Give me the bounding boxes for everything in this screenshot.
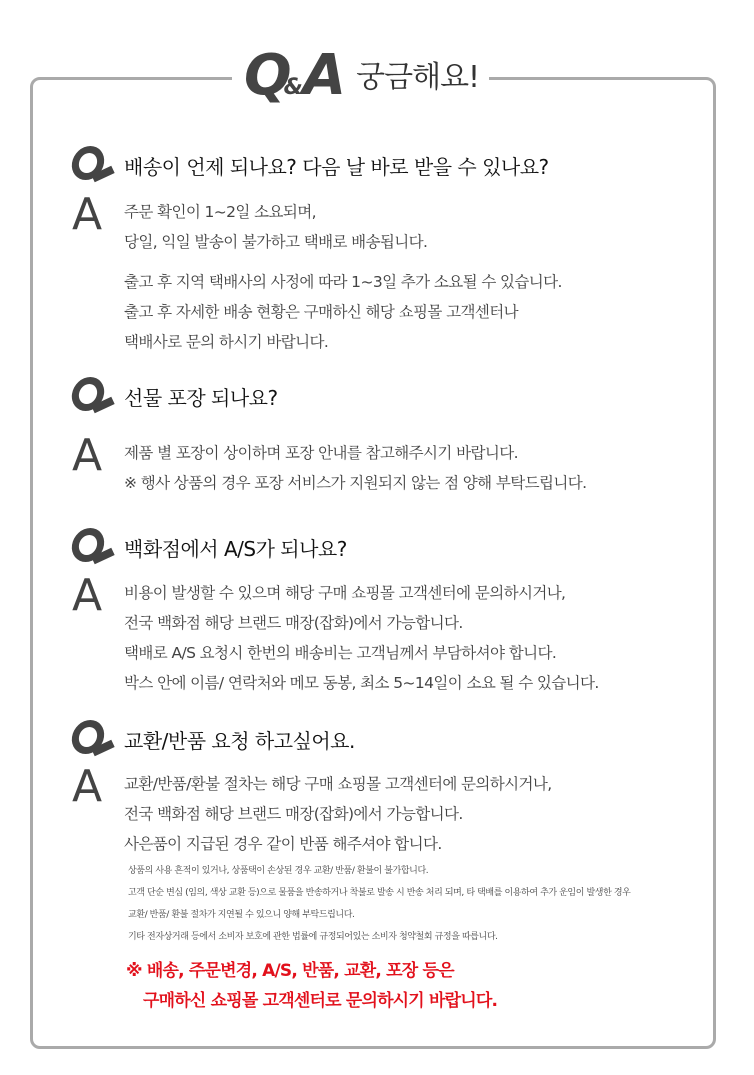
fine-print <box>128 860 631 942</box>
answer-line: 제품 별 포장이 상이하며 포장 안내를 참고해주시기 바랍니다. <box>124 444 518 462</box>
question-2 <box>70 377 278 415</box>
a-badge: A <box>72 570 103 621</box>
answer-line: 주문 확인이 1~2일 소요되며, <box>124 203 316 221</box>
answer-line: 당일, 익일 발송이 불가하고 택배로 배송됩니다. <box>124 233 428 251</box>
a-badge: A <box>72 430 103 481</box>
a-badge: A <box>72 761 103 812</box>
question-1 <box>70 146 549 184</box>
fine-print-line: 고객 단순 변심 (임의, 색상 교환 등)으로 물품을 반송하거나 착불로 발송 시 반송 처리 되며, 타 택배를 이용하여 추가 운임이 발생한 경우 <box>128 888 631 898</box>
question-text: 선물 포장 되나요? <box>124 385 278 410</box>
answer-2 <box>72 430 587 498</box>
answer-line: 교환/반품/환불 절차는 해당 구매 쇼핑몰 고객센터에 문의하시거나, <box>124 775 552 793</box>
question-text: 교환/반품 요청 하고싶어요. <box>124 728 355 753</box>
question-text: 배송이 언제 되나요? 다음 날 바로 받을 수 있나요? <box>124 154 549 179</box>
answer-line: 출고 후 지역 택배사의 사정에 따라 1~3일 추가 소요될 수 있습니다. <box>124 273 562 291</box>
notice-line-1: ※ 배송, 주문변경, A/S, 반품, 교환, 포장 등은 <box>126 961 454 981</box>
question-text: 백화점에서 A/S가 되나요? <box>124 536 347 561</box>
answer-line: 사은품이 지급된 경우 같이 반품 해주셔야 합니다. <box>124 835 442 853</box>
question-4 <box>70 720 355 758</box>
answer-line: 전국 백화점 해당 브랜드 매장(잡화)에서 가능합니다. <box>124 614 463 632</box>
qa-header <box>232 43 489 108</box>
answer-line: 출고 후 자세한 배송 현황은 구매하신 해당 쇼핑몰 고객센터나 <box>124 303 518 321</box>
fine-print-line: 기타 전자상거래 등에서 소비자 보호에 관한 법률에 규정되어있는 소비자 청약철회 규정을 따릅니다. <box>128 932 498 942</box>
qa-logo: Q & A <box>244 43 343 108</box>
answer-line: 비용이 발생할 수 있으며 해당 구매 쇼핑몰 고객센터에 문의하시거나, <box>124 584 566 602</box>
fine-print-line: 교환/ 반품/ 환불 절차가 지연될 수 있으니 양해 부탁드립니다. <box>128 910 355 920</box>
page-title: 궁금해요! <box>356 60 480 95</box>
answer-line: 박스 안에 이름/ 연락처와 메모 동봉, 최소 5~14일이 소요 될 수 있습니다. <box>124 674 599 692</box>
fine-print-line: 상품의 사용 흔적이 있거나, 상품택이 손상된 경우 교환/ 반품/ 환불이 불가합니다. <box>128 866 429 876</box>
answer-line: 택배사로 문의 하시기 바랍니다. <box>124 333 329 351</box>
q-badge-icon <box>70 528 114 566</box>
answer-1 <box>72 189 562 357</box>
q-badge-icon <box>70 377 114 415</box>
q-badge-icon <box>70 720 114 758</box>
answer-line: ※ 행사 상품의 경우 포장 서비스가 지원되지 않는 점 양해 부탁드립니다. <box>124 474 587 492</box>
answer-line: 택배로 A/S 요청시 한번의 배송비는 고객님께서 부담하셔야 합니다. <box>124 644 557 662</box>
answer-3 <box>72 570 599 698</box>
question-3 <box>70 528 347 566</box>
q-badge-icon <box>70 146 114 184</box>
answer-line: 전국 백화점 해당 브랜드 매장(잡화)에서 가능합니다. <box>124 805 463 823</box>
answer-4 <box>72 761 552 859</box>
a-badge: A <box>72 189 103 240</box>
notice-line-2: 구매하신 쇼핑몰 고객센터로 문의하시기 바랍니다. <box>143 991 498 1011</box>
